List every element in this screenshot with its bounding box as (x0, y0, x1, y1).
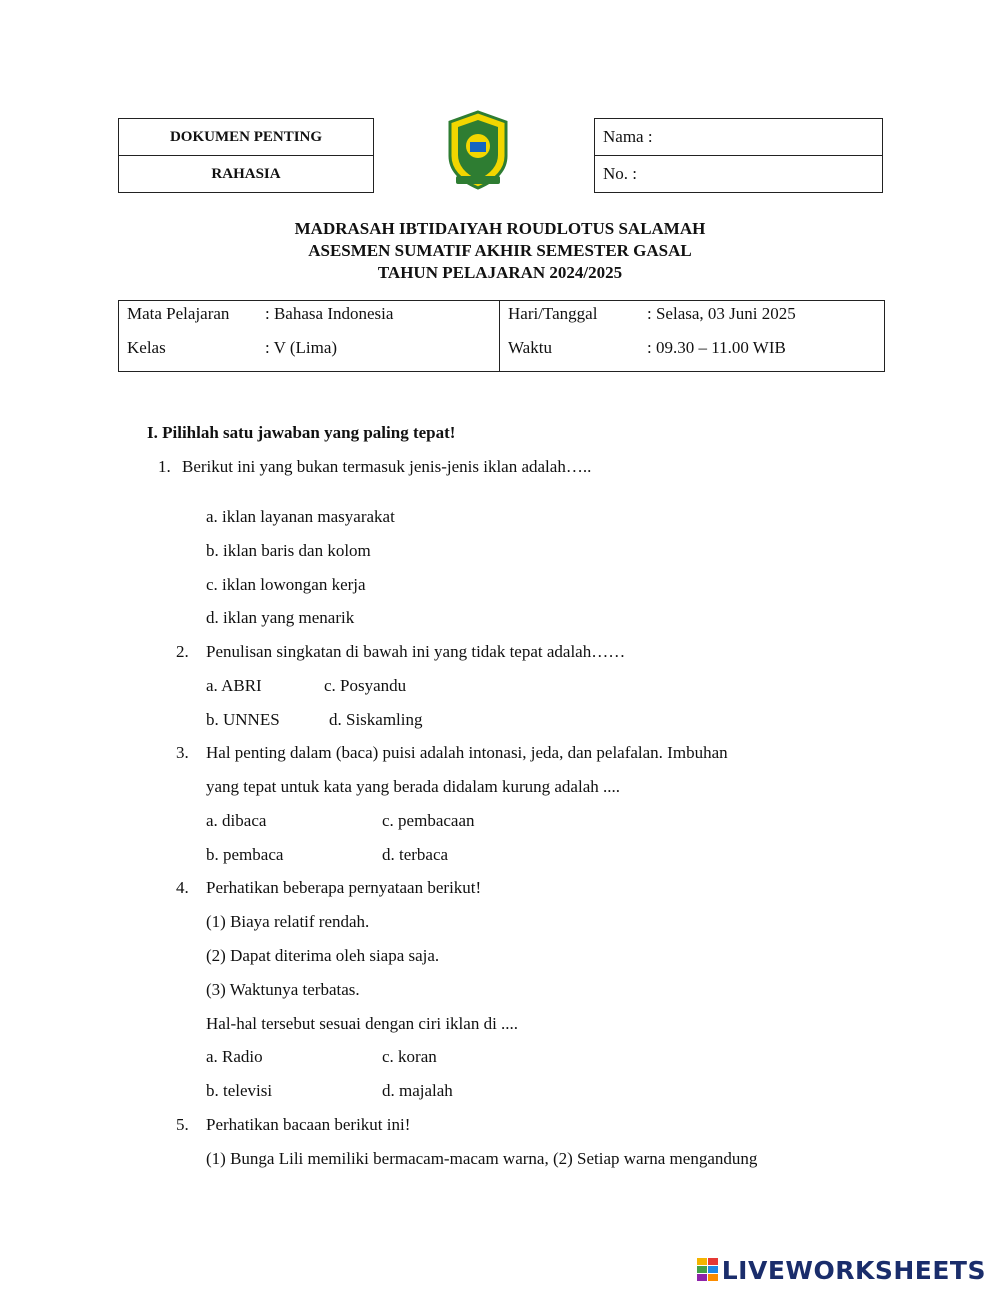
option-b[interactable]: b. pembaca (206, 845, 284, 864)
academic-year-title: TAHUN PELAJARAN 2024/2025 (377, 263, 623, 282)
school-name-title: MADRASAH IBTIDAIYAH ROUDLOTUS SALAMAH (294, 219, 706, 238)
liveworksheets-wordmark: LIVEWORKSHEETS (721, 1255, 986, 1285)
question-text-line2: yang tepat untuk kata yang berada didalam kurung adalah .... (206, 777, 620, 796)
option-b[interactable]: b. UNNES (206, 710, 280, 729)
option-c[interactable]: c. pembacaan (382, 811, 475, 830)
question-text: Penulisan singkatan di bawah ini yang tidak tepat adalah…… (206, 642, 626, 661)
exam-info-table (118, 300, 885, 372)
question-number: 2. (176, 642, 189, 661)
name-field[interactable]: Nama : (595, 119, 883, 156)
class-label: Kelas (127, 338, 166, 357)
question-text-line1: Hal penting dalam (baca) puisi adalah intonasi, jeda, dan pelafalan. Imbuhan (206, 743, 728, 762)
liveworksheets-blocks-icon (697, 1258, 719, 1282)
question-text: Perhatikan beberapa pernyataan berikut! (206, 878, 482, 897)
option-d[interactable]: d. terbaca (382, 845, 449, 864)
document-label-box (118, 118, 374, 193)
question-ask: Hal-hal tersebut sesuai dengan ciri iklan di .... (206, 1014, 519, 1033)
option-d[interactable]: d. iklan yang menarik (206, 608, 355, 627)
exam-title: ASESMEN SUMATIF AKHIR SEMESTER GASAL (308, 241, 692, 260)
date-label: Hari/Tanggal (508, 304, 598, 323)
statement-3: (3) Waktunya terbatas. (206, 980, 360, 999)
subject-value: : Bahasa Indonesia (265, 304, 394, 323)
option-a[interactable]: a. dibaca (206, 811, 267, 830)
option-a[interactable]: a. ABRI (206, 676, 262, 695)
section-title: I. Pilihlah satu jawaban yang paling tepat! (147, 423, 456, 442)
question-number: 1. (158, 457, 171, 476)
class-value: : V (Lima) (265, 338, 338, 357)
question-text: Perhatikan bacaan berikut ini! (206, 1115, 411, 1134)
doc-important-label: DOKUMEN PENTING (119, 119, 374, 156)
option-d[interactable]: d. majalah (382, 1081, 453, 1100)
question-text: Berikut ini yang bukan termasuk jenis-jenis iklan adalah….. (182, 457, 592, 476)
reading-text-line1: (1) Bunga Lili memiliki bermacam-macam warna, (2) Setiap warna mengandung (206, 1149, 758, 1168)
time-label: Waktu (508, 338, 552, 357)
subject-label: Mata Pelajaran (127, 304, 230, 323)
option-a[interactable]: a. Radio (206, 1047, 263, 1066)
option-d[interactable]: d. Siskamling (329, 710, 423, 729)
liveworksheets-logo (697, 1254, 986, 1286)
number-field[interactable]: No. : (595, 156, 883, 193)
doc-secret-label: RAHASIA (119, 156, 374, 193)
option-c[interactable]: c. Posyandu (324, 676, 407, 695)
date-value: : Selasa, 03 Juni 2025 (647, 304, 796, 323)
option-b[interactable]: b. televisi (206, 1081, 273, 1100)
statement-1: (1) Biaya relatif rendah. (206, 912, 370, 931)
question-number: 4. (176, 878, 189, 897)
option-a[interactable]: a. iklan layanan masyarakat (206, 507, 395, 526)
option-c[interactable]: c. iklan lowongan kerja (206, 575, 366, 594)
statement-2: (2) Dapat diterima oleh siapa saja. (206, 946, 440, 965)
option-c[interactable]: c. koran (382, 1047, 437, 1066)
school-logo-icon (444, 110, 512, 190)
time-value: : 09.30 – 11.00 WIB (647, 338, 786, 357)
question-number: 5. (176, 1115, 189, 1134)
student-identity-box (594, 118, 883, 193)
question-number: 3. (176, 743, 189, 762)
option-b[interactable]: b. iklan baris dan kolom (206, 541, 371, 560)
